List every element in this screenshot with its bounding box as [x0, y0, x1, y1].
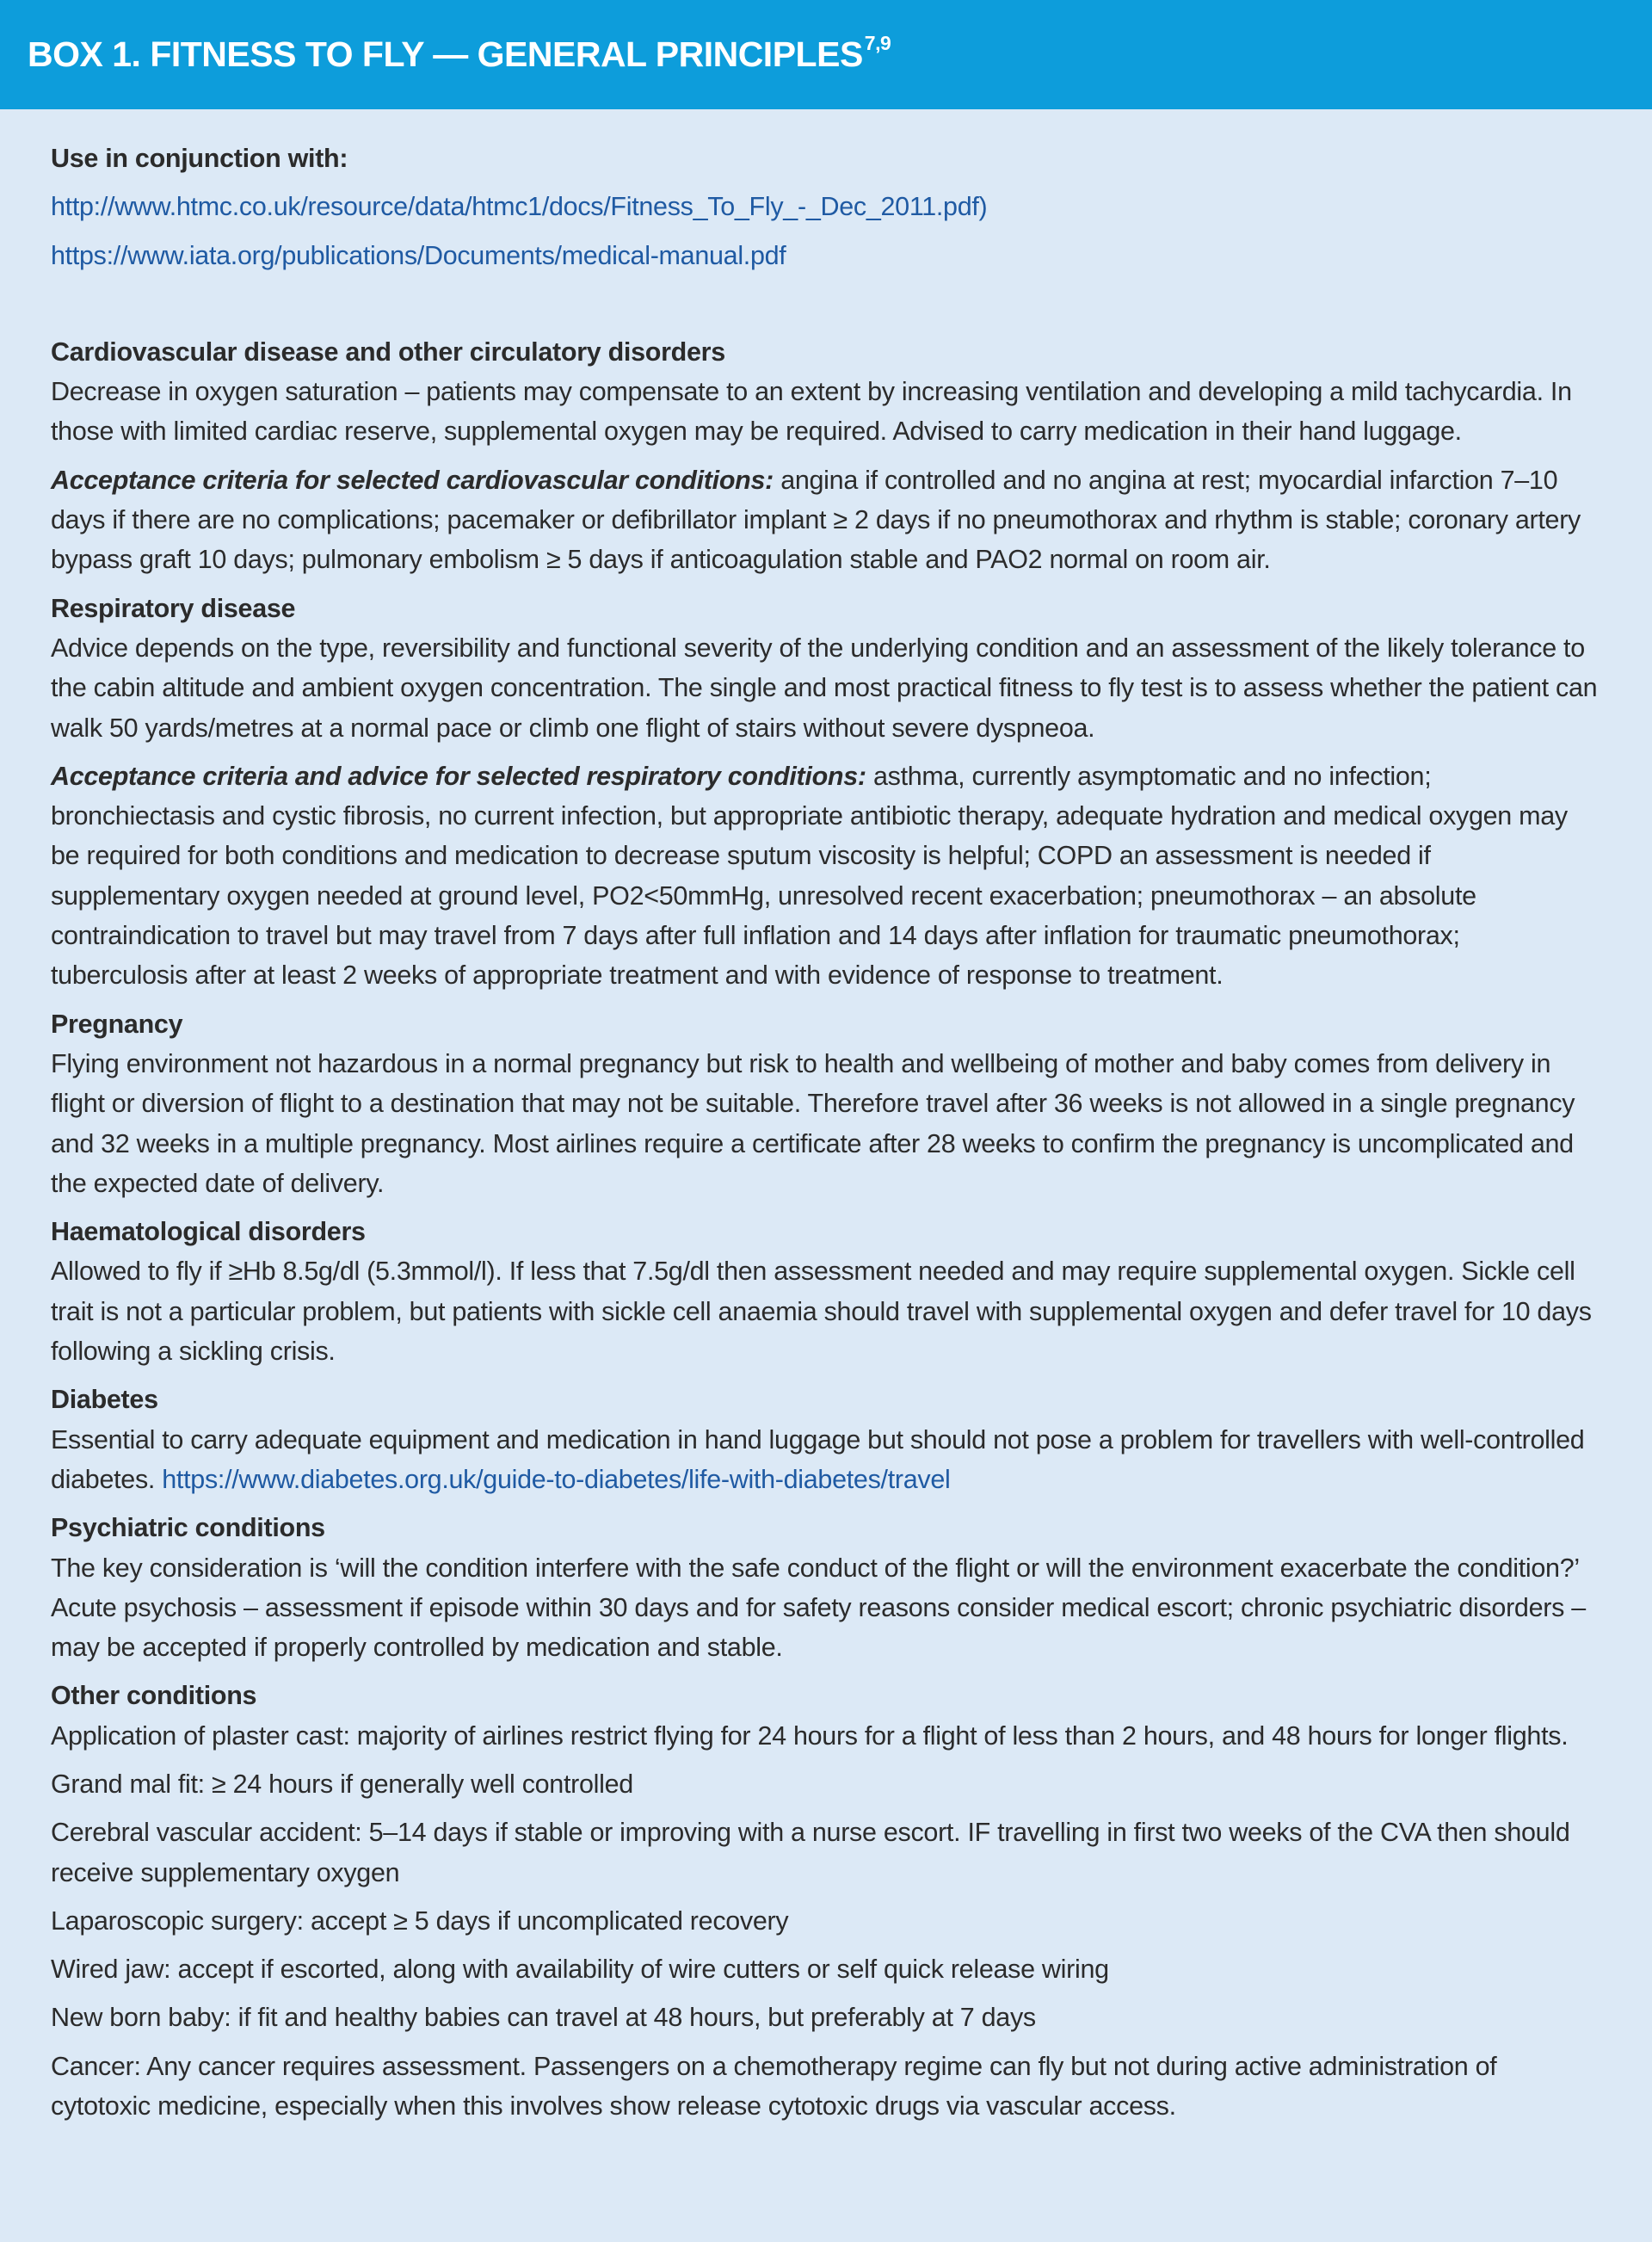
sections	[51, 332, 1600, 2126]
section-title: Other conditions	[51, 1681, 257, 1711]
section-diabetes	[51, 1380, 1600, 1499]
reference-link-iata[interactable]: https://www.iata.org/publications/Documents/medical-manual.pdf	[51, 240, 786, 270]
list-item: Cerebral vascular accident: 5–14 days if stable or improving with a nurse escort. IF travelling in first two weeks of the CVA then should receive supplementary oxygen	[51, 1818, 1570, 1887]
section-pregnancy	[51, 1004, 1600, 1203]
section-title: Pregnancy	[51, 1009, 183, 1039]
box-title-superscript: 7,9	[864, 32, 891, 55]
acceptance-criteria	[51, 757, 1600, 996]
section-text: Decrease in oxygen saturation – patients may compensate to an extent by increasing ventilation and developing a mild tachycardia. In those with limited cardiac reserve, supplemental oxygen may be required. Advised to carry medication in their hand luggage.	[51, 377, 1572, 447]
list-item: Application of plaster cast: majority of airlines restrict flying for 24 hours for a flight of less than 2 hours, and 48 hours for longer flights.	[51, 1720, 1569, 1751]
reference-link-htmc[interactable]: http://www.htmc.co.uk/resource/data/htmc1/docs/Fitness_To_Fly_-_Dec_2011.pdf)	[51, 192, 988, 222]
box-title	[28, 34, 891, 75]
section-text: Advice depends on the type, reversibility and functional severity of the underlying condition and an assessment of the likely tolerance to the cabin altitude and ambient oxygen concentration. The single and most practical fitness to fly test is to assess whether the patient can walk 50 yards/metres at a normal pace or climb one flight of stairs without severe dyspneoa.	[51, 633, 1598, 743]
diabetes-link[interactable]: https://www.diabetes.org.uk/guide-to-diabetes/life-with-diabetes/travel	[162, 1464, 951, 1494]
section-respiratory	[51, 589, 1600, 996]
criteria-text: asthma, currently asymptomatic and no infection; bronchiectasis and cystic fibrosis, no current infection, but appropriate antibiotic therapy, adequate hydration and medical oxygen may be required for both conditions and medication to decrease sputum viscosity is helpful; COPD an assessment is needed if supplementary oxygen needed at ground level, PO2<50mmHg, unresolved recent exacerbation; pneumothorax – an absolute contraindication to travel but may travel from 7 days after full inflation and 14 days after inflation for traumatic pneumothorax; tuberculosis after at least 2 weeks of appropriate treatment and with evidence of response to treatment.	[51, 761, 1568, 991]
section-title: Haematological disorders	[51, 1217, 366, 1247]
section-text: Allowed to fly if ≥Hb 8.5g/dl (5.3mmol/l). If less that 7.5g/dl then assessment needed and may require supplemental oxygen. Sickle cell trait is not a particular problem, but patients with sickle cell anaemia should travel with supplemental oxygen and defer travel for 10 days following a sickling crisis.	[51, 1257, 1592, 1367]
diabetes-text: Essential to carry adequate equipment and medication in hand luggage but should not pose a problem for travellers with well-controlled diabetes.	[51, 1424, 1585, 1494]
section-text	[51, 1420, 1600, 1500]
section-title: Respiratory disease	[51, 593, 296, 623]
box-title-text: BOX 1. FITNESS TO FLY — GENERAL PRINCIPLES	[28, 34, 863, 74]
section-other	[51, 1676, 1600, 2126]
list-item: Cancer: Any cancer requires assessment. Passengers on a chemotherapy regime can fly but not during active administration of cytotoxic medicine, especially when this involves show release cytotoxic drugs via vascular access.	[51, 2051, 1497, 2122]
references-heading: Use in conjunction with:	[51, 144, 348, 173]
criteria-label: Acceptance criteria and advice for selected respiratory conditions:	[51, 761, 866, 791]
box-header	[0, 0, 1652, 109]
box-content	[0, 109, 1652, 2126]
section-psychiatric	[51, 1508, 1600, 1667]
section-text: The key consideration is ‘will the condition interfere with the safe conduct of the flight or will the environment exacerbate the condition?’ Acute psychosis – assessment if episode within 30 days and for safety reasons consider medical escort; chronic psychiatric disorders – may be accepted if properly controlled by medication and stable.	[51, 1553, 1586, 1663]
section-haematological	[51, 1212, 1600, 1371]
criteria-text: angina if controlled and no angina at rest; myocardial infarction 7–10 days if there are no complications; pacemaker or defibrillator implant ≥ 2 days if no pneumothorax and rhythm is stable; coronary artery bypass graft 10 days; pulmonary embolism ≥ 5 days if anticoagulation stable and PAO2 normal on room air.	[51, 465, 1581, 575]
list-item: Grand mal fit: ≥ 24 hours if generally well controlled	[51, 1769, 633, 1799]
section-cardiovascular	[51, 332, 1600, 580]
section-title: Psychiatric conditions	[51, 1513, 325, 1543]
section-title: Cardiovascular disease and other circulatory disorders	[51, 337, 725, 367]
criteria-label: Acceptance criteria for selected cardiovascular conditions:	[51, 465, 774, 495]
section-title: Diabetes	[51, 1385, 158, 1415]
section-text: Flying environment not hazardous in a normal pregnancy but risk to health and wellbeing of mother and baby comes from delivery in flight or diversion of flight to a destination that may not be suitable. Therefore travel after 36 weeks is not allowed in a single pregnancy and 32 weeks in a multiple pregnancy. Most airlines require a certificate after 28 weeks to confirm the pregnancy is uncomplicated and the expected date of delivery.	[51, 1048, 1575, 1198]
list-item: Laparoscopic surgery: accept ≥ 5 days if uncomplicated recovery	[51, 1905, 789, 1936]
acceptance-criteria	[51, 460, 1600, 580]
list-item: New born baby: if fit and healthy babies can travel at 48 hours, but preferably at 7 days	[51, 2003, 1036, 2033]
list-item: Wired jaw: accept if escorted, along with availability of wire cutters or self quick release wiring	[51, 1955, 1109, 1985]
